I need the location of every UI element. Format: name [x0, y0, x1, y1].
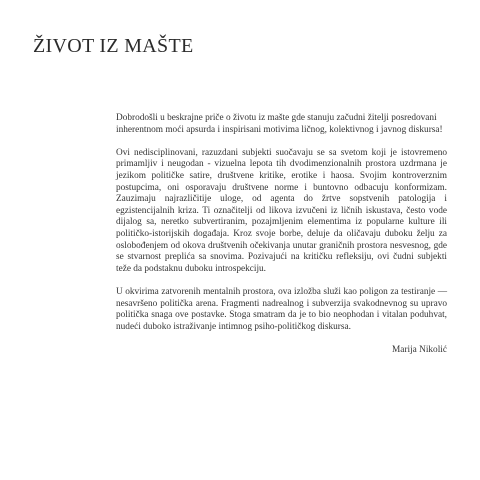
paragraph-exhibition: U okvirima zatvorenih mentalnih prostora, ova izložba služi kao poligon za testiranje — nesavršeno politička arena. Fragmenti nadrealnog i subverzija svakodnevnog su upravo politička snaga ove postavke. Stoga smatram da je to bio neophodan i vitalan poduhvat, nudeći duboko istraživanje intimnog psiho-političkog diskursa.	[116, 286, 447, 332]
paragraph-intro: Dobrodošli u beskrajne priče o životu iz mašte gde stanuju začudni žitelji posredovani inherentnom moći apsurda i inspirisani motivima ličnog, kolektivnog i javnog diskursa!	[116, 113, 443, 135]
author-signature: Marija Nikolić	[392, 344, 447, 355]
document-title: ŽIVOT IZ MAŠTE	[33, 35, 194, 57]
paragraph-subjects: Ovi nedisciplinovani, razuzdani subjekti suočavaju se sa svetom koji je istovremeno primamljiv i neugodan - vizuelna lepota tih dvodimenzionalnih prostora uzdrmana je jezikom političke satire, društvene kritike, erotike i haosa. Svojim kontroverznim postupcima, oni osporavaju društvene norme i buntovno odbacuju konformizam. Zauzimaju najrazličitije uloge, od agenta do žrtve sopstvenih patologija i egzistencijalnih kriza. Ti označitelji od likova izvučeni iz ličnih iskustava, često vode dijalog sa, neretko subvertiranim, pozajmljenim elementima iz popularne kulture ili političko-istorijskih događaja. Kroz svoje borbe, deluje da oličavaju duboku želju za oslobođenjem od okova društvenih očekivanja unutar graničnih prostora nesvesnog, gde se stvarnost preplića sa snovima. Pozivajući na kritičku refleksiju, ovi čudni subjekti teže da podstaknu duboku introspekciju.	[116, 147, 447, 274]
document-body	[116, 113, 447, 356]
